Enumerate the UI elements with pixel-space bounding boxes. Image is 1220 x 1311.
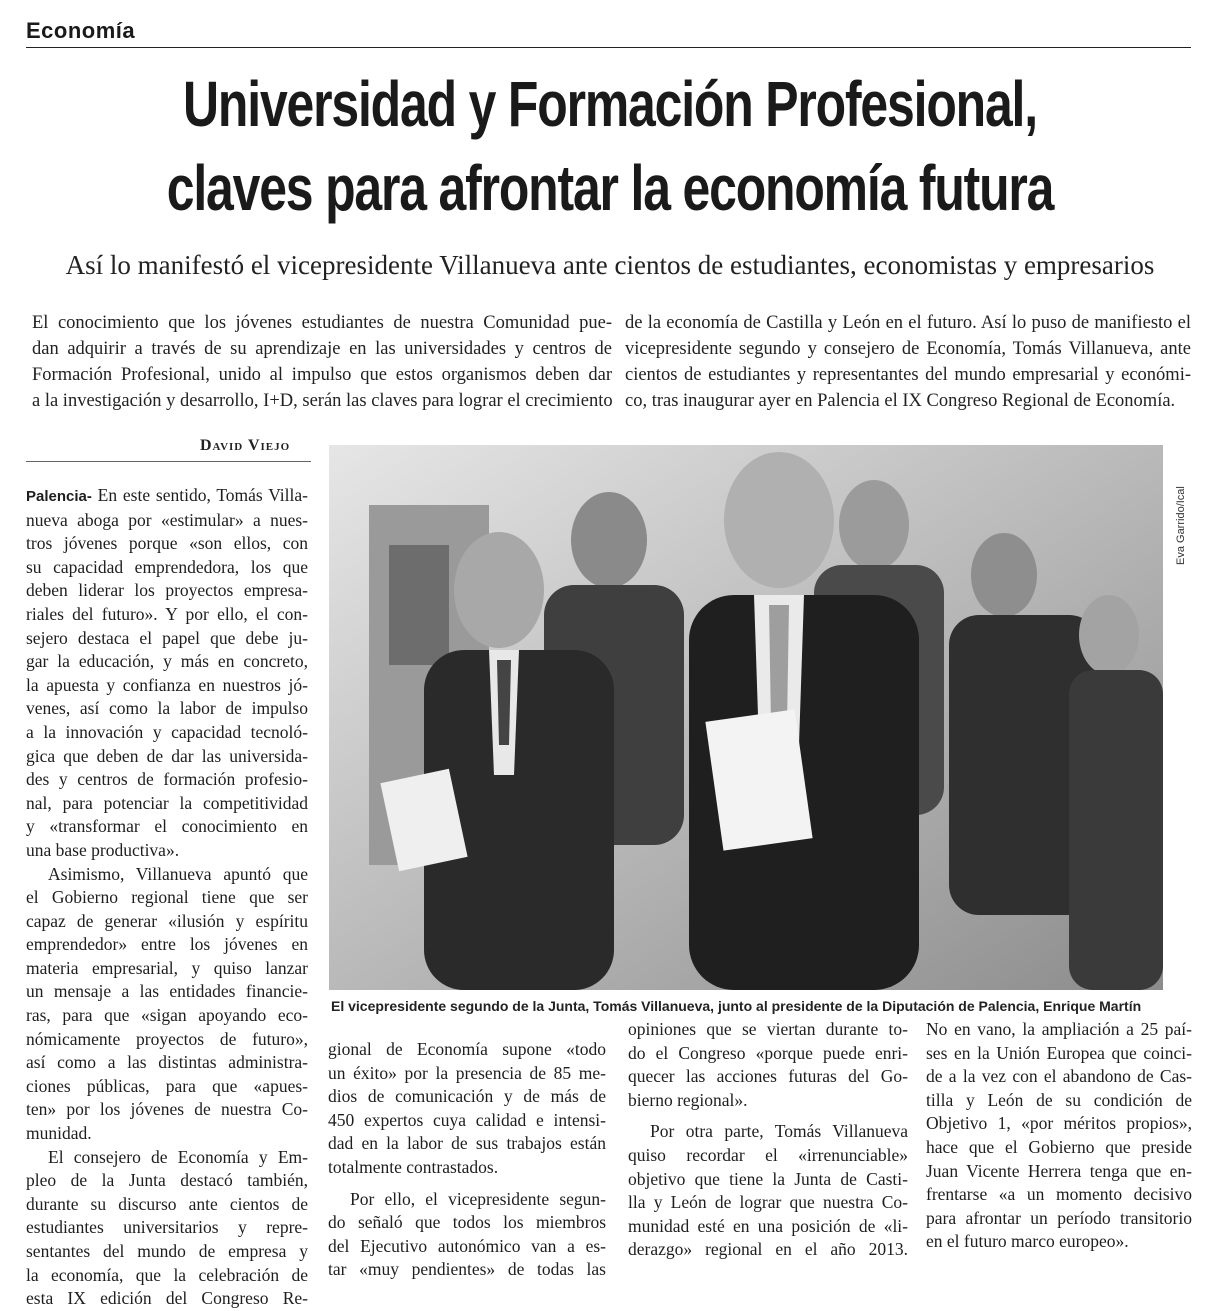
dateline-place: Palencia- [26, 488, 92, 505]
body-line: quiso recordar el «irrenunciable» [628, 1144, 908, 1165]
body-line: del Ejecutivo autonómico van a es- [328, 1235, 606, 1256]
photo-caption: El vicepresidente segundo de la Junta, Tomás Villanueva, junto al presidente de la Diputación de Palencia, Enrique Martín [331, 998, 1142, 1014]
body-line: un mensaje a las entidades financie- [26, 981, 308, 1002]
body-line: quecer las acciones futuras del Go- [628, 1066, 908, 1087]
body-line: gar la educación, y más en concreto, [26, 651, 308, 672]
body-line: objetivo que tiene la Junta de Casti- [628, 1168, 908, 1189]
body-line: ras, para que «sigan apoyando eco- [26, 1005, 308, 1026]
body-column-1 [26, 484, 308, 1311]
body-line: en el futuro marco europeo». [926, 1231, 1129, 1252]
body-line: emprendedor» entre los jóvenes en [26, 934, 308, 955]
body-column-3 [628, 1018, 908, 1262]
lead-line: dan adquirir a través de su aprendizaje en las universidades y centros de [32, 339, 612, 359]
body-line: tros jóvenes porque «son ellos, con [26, 533, 308, 554]
body-line: El consejero de Economía y Em- [48, 1146, 308, 1167]
body-line: totalmente contrastados. [328, 1156, 499, 1177]
body-line: venes, así como la labor de impulso [26, 698, 308, 719]
body-line: su capacidad emprendedora, los que [26, 556, 308, 577]
body-line: tar «muy pendientes» de todas las [328, 1259, 606, 1280]
body-line: hace que el Gobierno que preside [926, 1136, 1192, 1157]
body-line: una base productiva». [26, 839, 180, 860]
lead-paragraph-right [625, 310, 1191, 414]
news-photo [329, 445, 1163, 990]
body-line: materia empresarial, y quiso lanzar [26, 957, 308, 978]
byline-divider [26, 461, 311, 462]
body-line: nómicamente proyectos de futuro», [26, 1028, 308, 1049]
body-line: opiniones que se viertan durante to- [628, 1019, 908, 1039]
body-line: así como a las distintas administra- [26, 1052, 308, 1073]
lead-line: a la investigación y desarrollo, I+D, serán las claves para lograr el crecimiento [32, 391, 613, 411]
body-line: la economía, que la celebración de [26, 1264, 308, 1285]
body-line: munidad esté en una posición de «li- [628, 1215, 908, 1236]
headline-line-2: claves para afrontar la economía futura [166, 152, 1054, 224]
body-line: deben liderar los proyectos empresa- [26, 580, 308, 601]
headline [134, 62, 1086, 230]
body-line: lla y León de lograr que nuestra Co- [628, 1192, 908, 1213]
body-line: No en vano, la ampliación a 25 paí- [926, 1019, 1192, 1039]
body-line: durante su discurso ante cientos de [26, 1193, 308, 1214]
body-line: derazgo» regional en el año 2013. [628, 1239, 908, 1260]
body-line: En este sentido, Tomás Villa- [91, 485, 308, 505]
body-line: gica que deben de dar las universida- [26, 745, 308, 766]
lead-paragraph-left [32, 310, 612, 414]
body-line: do señaló que todos los miembros [328, 1212, 606, 1233]
body-line: estudiantes universitarios y repre- [26, 1217, 308, 1238]
body-line: Asimismo, Villanueva apuntó que [48, 863, 308, 884]
body-line: capaz de generar «ilusión y espíritu [26, 910, 308, 931]
body-line: esta IX edición del Congreso Re- [26, 1288, 308, 1309]
body-line: a la innovación y capacidad tecnoló- [26, 721, 308, 742]
body-line: pleo de la Junta destacó también, [26, 1170, 308, 1191]
section-label: Economía [26, 18, 136, 43]
body-line: un éxito» por la presencia de 85 me- [328, 1062, 606, 1083]
photo-illustration [329, 445, 1163, 990]
body-line: frentarse «a un momento decisivo [926, 1184, 1192, 1205]
body-line: Juan Vicente Herrera tenga que en- [926, 1160, 1192, 1181]
lead-line: vicepresidente segundo y consejero de Economía, Tomás Villanueva, ante [625, 339, 1191, 359]
lead-line: de la economía de Castilla y León en el futuro. Así lo puso de manifiesto el [625, 313, 1191, 333]
photo-credit: Eva Garrido/Ical [1175, 486, 1187, 565]
body-line: y «transformar el conocimiento en [26, 816, 308, 837]
lead-line: cientos de estudiantes y representantes del mundo empresarial y económi- [625, 365, 1191, 385]
byline: David Viejo [200, 437, 291, 454]
body-line: bierno regional». [628, 1089, 748, 1110]
body-line: Por otra parte, Tomás Villanueva [650, 1121, 908, 1142]
body-line: ten» por los jóvenes de nuestra Co- [26, 1099, 308, 1120]
body-line: Objetivo 1, «por méritos propios», [926, 1113, 1192, 1134]
body-line: munidad. [26, 1123, 92, 1144]
headline-line-1: Universidad y Formación Profesional, [183, 68, 1037, 140]
body-line: riales del futuro». Y por ello, el con- [26, 603, 308, 624]
body-line: gional de Economía supone «todo [328, 1039, 606, 1059]
body-line: sentantes del mundo de empresa y [26, 1241, 308, 1261]
body-line: nueva aboga por «estimular» a nues- [26, 509, 308, 530]
lead-line: co, tras inaugurar ayer en Palencia el IX Congreso Regional de Economía. [625, 391, 1176, 411]
body-line: des y centros de formación profesio- [26, 769, 308, 790]
body-line: ciones públicas, para que «apues- [26, 1075, 308, 1096]
body-column-4 [926, 1018, 1192, 1254]
body-line: do el Congreso «porque puede enri- [628, 1042, 908, 1063]
body-line: 450 expertos cuya calidad e intensi- [328, 1109, 606, 1130]
body-line: dios de comunicación y de más de [328, 1086, 606, 1107]
body-line: nal, para potenciar la competitividad [26, 792, 308, 813]
body-column-2 [328, 1038, 606, 1282]
body-line: para afrontar un período transitorio [926, 1207, 1192, 1228]
body-line: sejero destaca el papel que debe ju- [26, 627, 308, 648]
body-line: tilla y León de su condición de [926, 1089, 1192, 1110]
body-line: dad en la labor de sus trabajos están [328, 1133, 606, 1154]
body-line: el Gobierno regional tiene que ser [26, 887, 308, 908]
body-line: de a la vez con el abandono de Cas- [926, 1066, 1192, 1087]
subheadline: Así lo manifestó el vicepresidente Villanueva ante cientos de estudiantes, economistas y empresarios [65, 250, 1155, 280]
section-divider [26, 47, 1191, 48]
body-line: la apuesta y confianza en nuestros jó- [26, 674, 308, 695]
lead-line: El conocimiento que los jóvenes estudiantes de nuestra Comunidad pue- [32, 313, 612, 333]
lead-line: Formación Profesional, unido al impulso que estos organismos deben dar [32, 365, 612, 385]
body-line: ses en la Unión Europea que coinci- [926, 1042, 1192, 1063]
body-line: Por ello, el vicepresidente segun- [350, 1188, 606, 1209]
